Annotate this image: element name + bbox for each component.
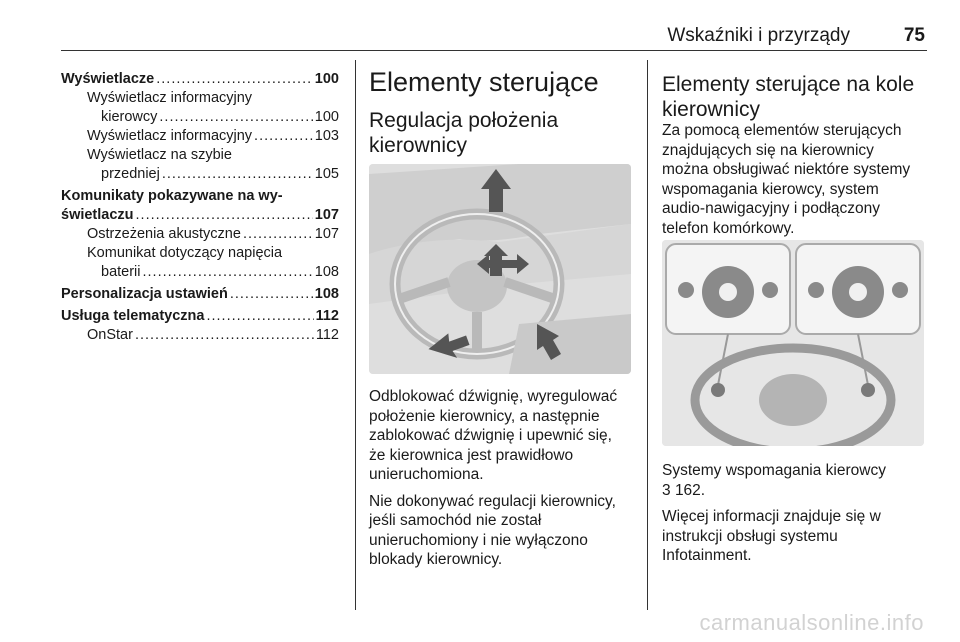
- section-heading: Elementy sterujące: [369, 67, 599, 97]
- toc-entry-personalizacja[interactable]: Personalizacja ustawień ..... 108: [61, 285, 339, 304]
- page-number: 75: [903, 25, 925, 46]
- toc-entry-text: Wyświetlacz informacyjny: [87, 90, 253, 106]
- paragraph: Odblokować dźwignię, wyregulować położenie kierownicy, a następnie zablokować dźwignię i upewnić się, że kierownica jest prawidłowo unieruchomiona.: [369, 388, 618, 483]
- watermark-url: carmanualsonline.info: [699, 610, 924, 635]
- toc-entry-text: Wyświetlacz na szybie: [87, 147, 232, 163]
- toc-entry-wyswietlacz-informacyjny[interactable]: Wyświetlacz informacyjny ..... 103: [61, 127, 339, 146]
- reference-paragraph: Systemy wspomagania kierowcy 3 162.: [662, 462, 886, 499]
- page-reference-icon: 3: [662, 481, 671, 499]
- toc-entry-ostrzezenia[interactable]: Ostrzeżenia akustyczne ..... 107: [61, 225, 339, 244]
- header-rule: [61, 50, 927, 51]
- column-divider-right: [647, 60, 648, 610]
- toc-entry-text: Komunikat dotyczący napięcia: [87, 245, 283, 261]
- toc-entry-napiecie-baterii[interactable]: baterii ..... 108: [61, 263, 339, 282]
- toc-entry-onstar[interactable]: OnStar ..... 112: [61, 326, 339, 345]
- steering-controls-intro: Za pomocą elementów sterujących znajdujących się na kierownicy można obsługiwać niektóre systemy wspomagania kierowcy, system audio-nawigacyjny i podłączony telefon komórkowy.: [662, 122, 911, 237]
- steering-controls-references: [662, 461, 924, 573]
- subsection-heading: Regulacja położenia kierownicy: [369, 109, 559, 157]
- paragraph: Nie dokonywać regulacji kierownicy, jeśli samochód nie został unieruchomiony i nie wyłączono blokady kierownicy.: [369, 492, 616, 568]
- steering-adjustment-text: [369, 387, 631, 577]
- page-reference-link[interactable]: 162.: [674, 481, 706, 499]
- toc-entry-wyswietlacz-szyba[interactable]: przedniej ..... 105: [61, 165, 339, 184]
- steering-adjustment-illustration: [369, 164, 631, 374]
- toc-entry-text: Komunikaty pokazywane na wy-: [61, 188, 283, 204]
- toc-entry-wyswietlacze[interactable]: Wyświetlacze ..... 100: [61, 70, 339, 89]
- section-elementy-sterujace: [369, 66, 633, 158]
- toc-entry-wyswietlacz-kierowcy[interactable]: kierowcy ..... 100: [61, 108, 339, 127]
- running-header-title: Wskaźniki i przyrządy: [667, 25, 850, 46]
- toc-entry-komunikaty[interactable]: świetlaczu ..... 107: [61, 206, 339, 225]
- section-heading-kolo: Elementy sterujące na kole kierownicy: [662, 73, 915, 121]
- paragraph: Więcej informacji znajduje się w instrukcji obsługi systemu Infotainment.: [662, 508, 881, 564]
- steering-wheel-controls-illustration: [662, 240, 924, 446]
- toc-entry-telematyczna[interactable]: Usługa telematyczna ..... 112: [61, 307, 339, 326]
- column-divider-left: [355, 60, 356, 610]
- table-of-contents: [61, 70, 339, 345]
